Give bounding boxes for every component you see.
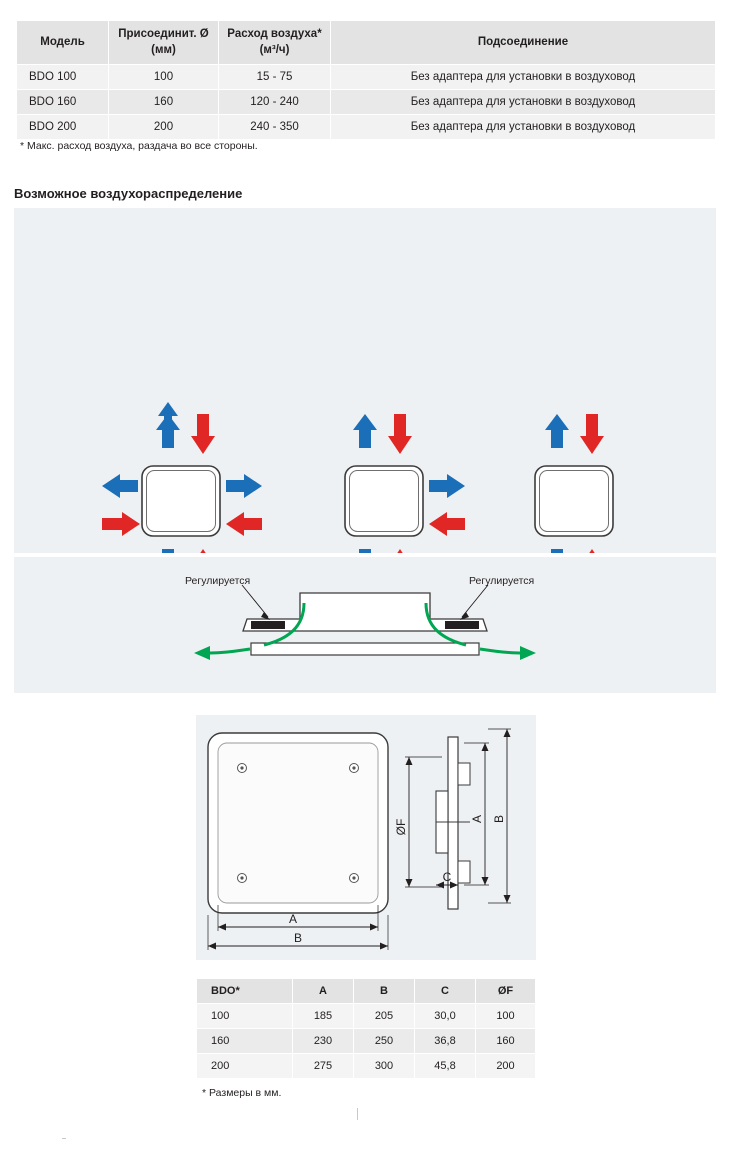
dims-cell-b: 205 xyxy=(354,1004,415,1029)
arrow-red-up-main xyxy=(580,549,604,553)
spec-cell-model: BDO 160 xyxy=(17,90,109,115)
arrow-blue-down-main xyxy=(156,549,180,553)
table-row xyxy=(197,1029,536,1054)
dims-cell-f: 100 xyxy=(476,1004,536,1029)
dimensions-header-row xyxy=(197,979,536,1004)
dims-cell-f: 200 xyxy=(476,1054,536,1079)
spec-header-airflow xyxy=(219,21,331,65)
dims-cell-a: 230 xyxy=(293,1029,354,1054)
page-title: Возможное воздухораспределение xyxy=(14,186,243,201)
dimensions-table-body xyxy=(197,1004,536,1079)
dims-header-b: B xyxy=(354,979,415,1004)
dims-cell-a: 185 xyxy=(293,1004,354,1029)
spec-table-header-row xyxy=(17,21,716,65)
dim-label-b: B xyxy=(293,931,303,945)
spec-cell-connection: Без адаптера для установки в воздуховод xyxy=(331,115,716,140)
dims-header-a: A xyxy=(293,979,354,1004)
dims-cell-model: 100 xyxy=(197,1004,293,1029)
spec-cell-airflow: 240 - 350 xyxy=(219,115,331,140)
arrow-blue-down-main xyxy=(353,549,377,553)
spec-cell-diameter: 200 xyxy=(109,115,219,140)
arrow-red-up-main xyxy=(388,549,412,553)
dimensions-table-head xyxy=(197,979,536,1004)
dims-header-model: BDO* xyxy=(197,979,293,1004)
table-row xyxy=(197,1054,536,1079)
dimension-drawing-panel xyxy=(196,715,536,960)
dims-cell-c: 45,8 xyxy=(415,1054,476,1079)
dims-cell-b: 300 xyxy=(354,1054,415,1079)
spec-cell-connection: Без адаптера для установки в воздуховод xyxy=(331,90,716,115)
dims-cell-c: 30,0 xyxy=(415,1004,476,1029)
table-row xyxy=(17,115,716,140)
spec-cell-model: BDO 100 xyxy=(17,65,109,90)
spec-header-airflow-line2: (м³/ч) xyxy=(259,43,290,56)
regulation-diagram-svg xyxy=(14,557,716,693)
regulation-label-right: Регулируется xyxy=(469,575,535,587)
spec-cell-airflow: 15 - 75 xyxy=(219,65,331,90)
table-row xyxy=(17,65,716,90)
spec-header-connection-line1: Подсоединение xyxy=(477,35,569,48)
dimension-drawing-svg xyxy=(196,715,536,960)
footer-tick-mark xyxy=(357,1108,358,1120)
dims-cell-model: 200 xyxy=(197,1054,293,1079)
spec-table-head xyxy=(17,21,716,65)
dim-label-b-side: B xyxy=(492,814,506,824)
dims-cell-a: 275 xyxy=(293,1054,354,1079)
arrow-blue-down-main xyxy=(545,549,569,553)
footer-rule xyxy=(62,1138,66,1139)
dims-cell-model: 160 xyxy=(197,1029,293,1054)
dims-cell-f: 160 xyxy=(476,1029,536,1054)
arrow-red-up-main xyxy=(191,549,215,553)
spec-header-airflow-line1: Расход воздуха* xyxy=(227,28,322,40)
spec-cell-airflow: 120 - 240 xyxy=(219,90,331,115)
spec-table-body xyxy=(17,65,716,140)
dims-header-f: ØF xyxy=(476,979,536,1004)
spec-cell-diameter: 160 xyxy=(109,90,219,115)
dims-cell-c: 36,8 xyxy=(415,1029,476,1054)
table-row xyxy=(197,1004,536,1029)
airflow-diagram-panel xyxy=(14,208,716,553)
dims-header-c: C xyxy=(415,979,476,1004)
spec-cell-diameter: 100 xyxy=(109,65,219,90)
spec-header-model-line1: Модель xyxy=(40,35,85,48)
table-row xyxy=(17,90,716,115)
dimensions-table xyxy=(196,978,536,1079)
spec-table xyxy=(16,20,716,140)
spec-header-model xyxy=(17,21,109,65)
spec-header-connection xyxy=(331,21,716,65)
dims-cell-b: 250 xyxy=(354,1029,415,1054)
dim-label-a-side: A xyxy=(470,814,484,824)
spec-header-diameter-line1: Присоединит. Ø xyxy=(118,28,209,40)
dim-label-f: ØF xyxy=(394,818,408,836)
dim-label-c: C xyxy=(442,870,452,884)
spec-header-diameter xyxy=(109,21,219,65)
spec-cell-connection: Без адаптера для установки в воздуховод xyxy=(331,65,716,90)
airflow-diagram-row2-svg xyxy=(14,408,716,548)
regulation-label-left: Регулируется xyxy=(185,575,251,587)
dimensions-table-note: * Размеры в мм. xyxy=(202,1087,282,1099)
spec-header-diameter-line2: (мм) xyxy=(151,43,176,56)
regulation-diagram-panel xyxy=(14,557,716,693)
spec-table-note: * Макс. расход воздуха, раздача во все стороны. xyxy=(20,140,258,152)
spec-cell-model: BDO 200 xyxy=(17,115,109,140)
dim-label-a: A xyxy=(288,912,298,926)
